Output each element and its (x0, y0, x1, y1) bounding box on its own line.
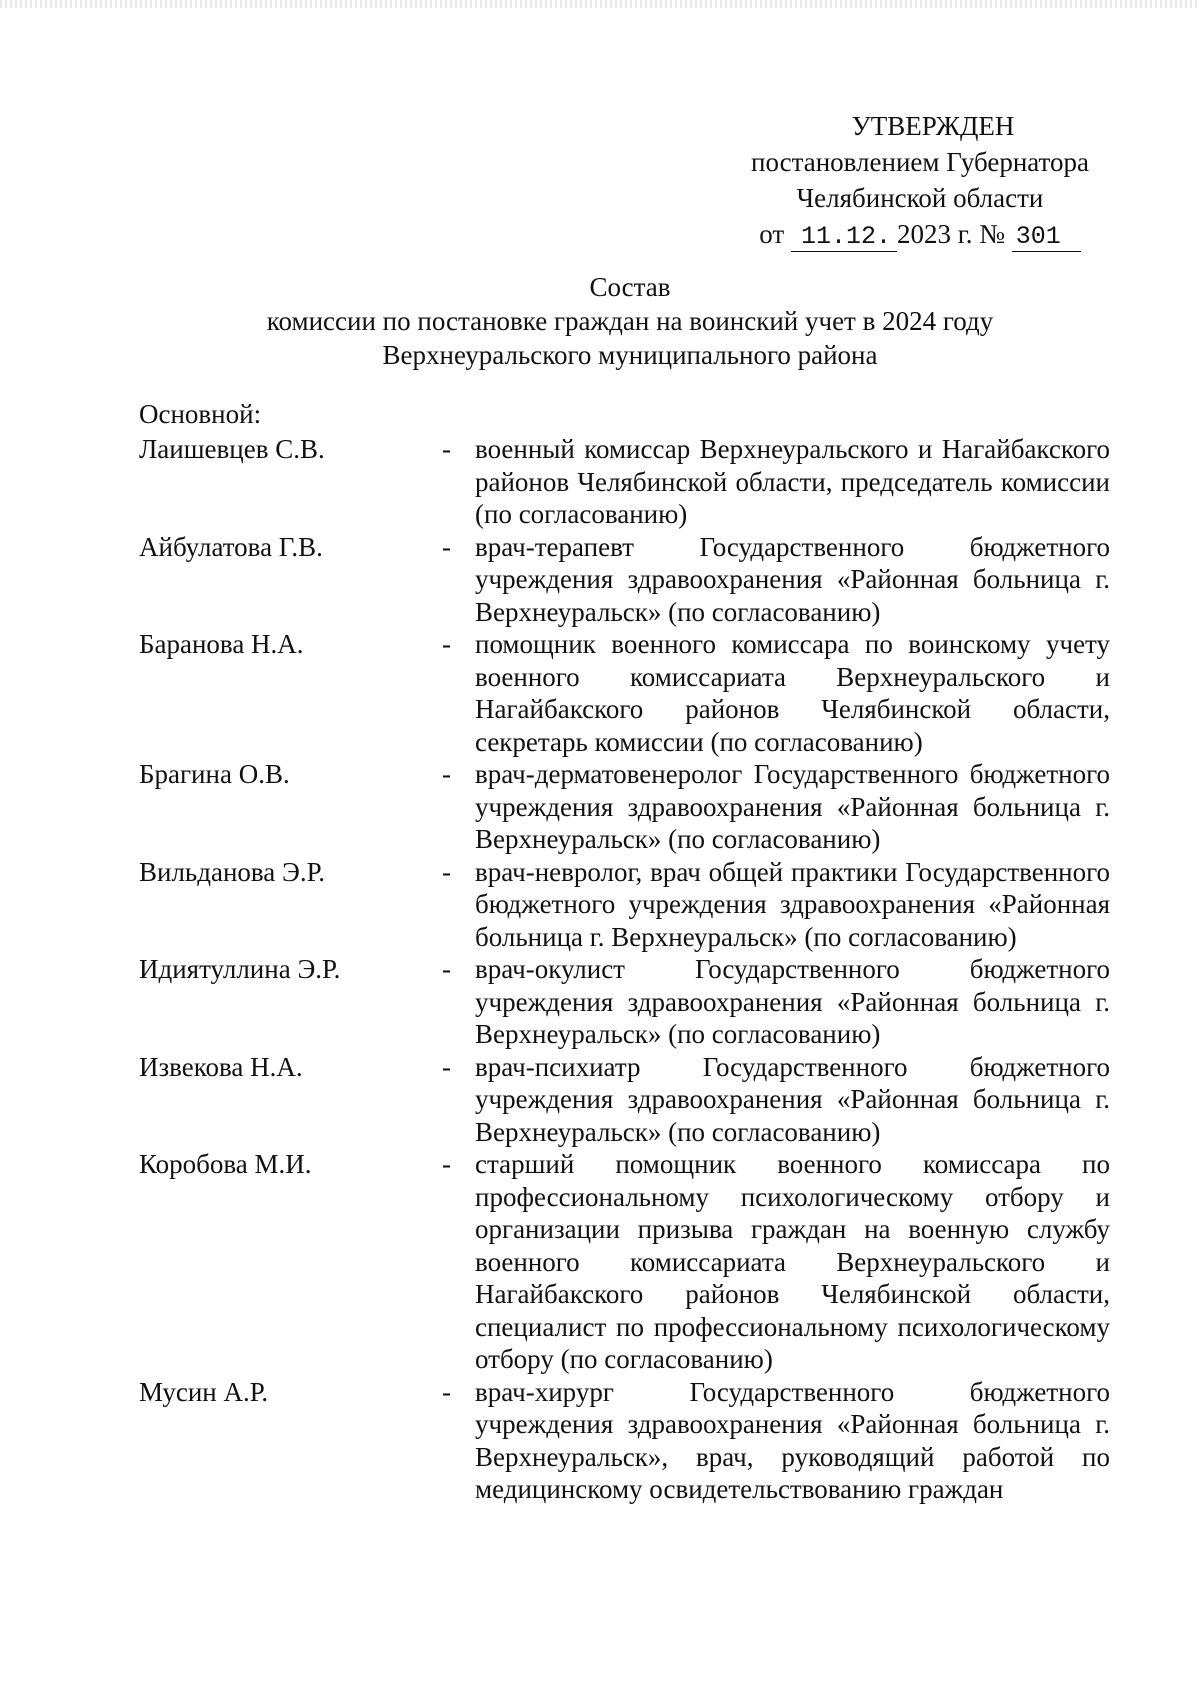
approval-number: 301 (1012, 223, 1081, 252)
member-dash: - (442, 1149, 451, 1179)
section-label: Основной: (139, 399, 262, 429)
member-dash: - (442, 434, 451, 464)
member-name: Баранова Н.А. (139, 629, 304, 659)
member-name: Вильданова Э.Р. (139, 856, 326, 887)
member-dash: - (442, 759, 451, 789)
title-line-1: Состав (589, 272, 671, 302)
members-list (139, 433, 1119, 1506)
member-row (139, 628, 1119, 758)
approval-stamp (700, 108, 1140, 252)
approval-line-2: Челябинской области (796, 183, 1044, 213)
member-name: Идиятуллина Э.Р. (139, 954, 341, 984)
approval-heading: УТВЕРЖДЕН (851, 111, 1015, 141)
member-row (139, 953, 1119, 1051)
member-role: врач-психиатр Государственного бюджетного учреждения здравоохранения «Районная больница г. Верхнеуральск» (по согласованию) (475, 1051, 1110, 1147)
member-name: Мусин А.Р. (139, 1376, 269, 1407)
member-name: Айбулатова Г.В. (139, 531, 323, 562)
member-name: Коробова М.И. (139, 1149, 312, 1179)
title-line-2: комиссии по постановке граждан на воинский учет в 2024 году (266, 306, 994, 336)
member-role: военный комиссар Верхнеуральского и Нагайбакского районов Челябинской области, председатель комиссии (по согласованию) (475, 434, 1110, 529)
approval-line-1: постановлением Губернатора (751, 147, 1089, 177)
member-name: Извекова Н.А. (139, 1051, 303, 1082)
approval-date-line (700, 216, 1140, 252)
approval-date: 11.12. (791, 223, 897, 252)
member-role: врач-невролог, врач общей практики Государственного бюджетного учреждения здравоохранения «Районная больница г. Верхнеуральск» (по согласованию) (475, 856, 1110, 952)
member-row (139, 531, 1119, 629)
member-dash: - (442, 1051, 451, 1082)
member-row (139, 1376, 1119, 1506)
member-dash: - (442, 954, 451, 984)
member-name: Брагина О.В. (139, 759, 290, 789)
member-dash: - (442, 629, 451, 659)
document-title (140, 270, 1120, 372)
approval-year: 2023 г. № (896, 219, 1005, 249)
scan-edge-artifact (0, 0, 1200, 8)
member-row (139, 1051, 1119, 1149)
member-row (139, 856, 1119, 954)
member-dash: - (442, 1376, 451, 1407)
member-role: врач-окулист Государственного бюджетного учреждения здравоохранения «Районная больница г. Верхнеуральск» (по согласованию) (475, 954, 1110, 1049)
member-role: старший помощник военного комиссара по профессиональному психологическому отбору и организации призыва граждан на военную службу военного комиссариата Верхнеуральского и Нагайбакского районов Челябинской области, специалист по профессиональному психологическому отбору (по согласованию) (475, 1149, 1110, 1374)
member-role: помощник военного комиссара по воинскому учету военного комиссариата Верхнеуральского и Нагайбакского районов Челябинской области, секретарь комиссии (по согласованию) (475, 629, 1110, 757)
member-role: врач-хирург Государственного бюджетного учреждения здравоохранения «Районная больница г. Верхнеуральск», врач, руководящий работой по медицинскому освидетельствованию граждан (475, 1376, 1110, 1504)
member-row (139, 1148, 1119, 1376)
member-dash: - (442, 531, 451, 562)
approval-date-prefix: от (759, 219, 785, 249)
member-row (139, 758, 1119, 856)
member-row (139, 433, 1119, 531)
title-line-3: Верхнеуральского муниципального района (382, 340, 878, 370)
member-name: Лаишевцев С.В. (139, 434, 325, 464)
member-role: врач-терапевт Государственного бюджетного учреждения здравоохранения «Районная больница г. Верхнеуральск» (по согласованию) (475, 531, 1110, 627)
member-dash: - (442, 856, 451, 887)
member-role: врач-дерматовенеролог Государственного бюджетного учреждения здравоохранения «Районная больница г. Верхнеуральск» (по согласованию) (475, 759, 1110, 854)
